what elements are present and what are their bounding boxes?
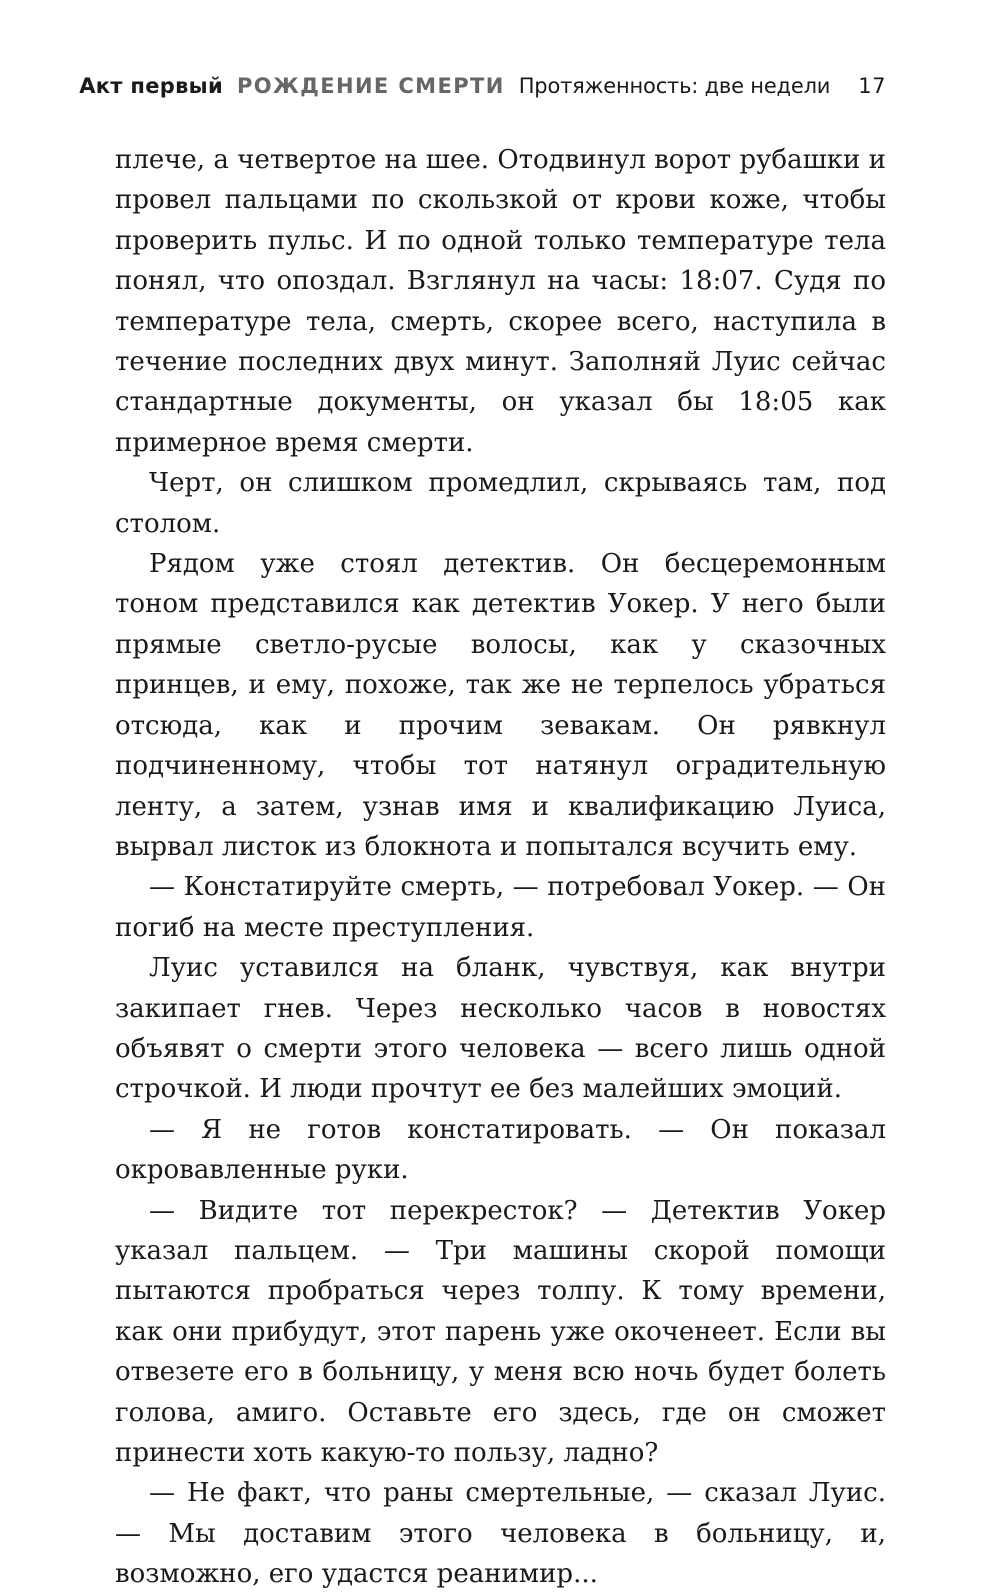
paragraph: Черт, он слишком промедлил, скрываясь там, под столом. xyxy=(115,468,886,539)
paragraph: плече, а четвертое на шее. Отодвинул ворот рубашки и провел пальцами по скользкой от крови коже, чтобы проверить пульс. И по одной только температуре тела понял, что опоздал. Взглянул на часы: 18:07. Судя по температуре тела, смерть, скорее всего, наступила в течение последних двух минут. Заполняй Луис сейчас стандартные документы, он указал бы 18:05 как примерное время смерти. xyxy=(115,145,886,458)
paragraph: Рядом уже стоял детектив. Он бесцеремонным тоном представился как детектив Уокер. У него были прямые светло-русые волосы, как у сказочных принцев, и ему, похоже, так же не терпелось убраться отсюда, как и прочим зевакам. Он рявкнул подчиненному, чтобы тот натянул оградительную ленту, а затем, узнав имя и квалификацию Луиса, вырвал листок из блокнота и попытался всучить ему. xyxy=(115,549,886,862)
chapter-title: РОЖДЕНИЕ СМЕРТИ xyxy=(236,74,505,98)
running-header xyxy=(79,74,886,108)
duration-label: Протяженность: две недели xyxy=(518,74,831,98)
dialogue-paragraph: — Я не готов констатировать. — Он показал окровавленные руки. xyxy=(115,1114,886,1186)
act-label: Акт первый xyxy=(79,74,223,98)
dialogue-paragraph: — Констатируйте смерть, — потребовал Уокер. — Он погиб на месте преступления. xyxy=(115,872,886,943)
dialogue-paragraph: — Не факт, что раны смертельные, — сказал Луис. — Мы доставим этого человека в больницу, и, возможно, его удастся реанимир... xyxy=(115,1478,886,1590)
dialogue-paragraph: — Видите тот перекресток? — Детектив Уокер указал пальцем. — Три машины скорой помощи пытаются пробраться через толпу. К тому времени, как они прибудут, этот парень уже окоченеет. Если вы отвезете его в больницу, у меня всю ночь будет болеть голова, амиго. Оставьте его здесь, где он сможет принести хоть какую-то пользу, ладно? xyxy=(115,1195,886,1468)
body-text xyxy=(115,140,886,1595)
page-number: 17 xyxy=(858,74,886,98)
paragraph: Луис уставился на бланк, чувствуя, как внутри закипает гнев. Через несколько часов в новостях объявят о смерти этого человека — всего лишь одной строчкой. И люди прочтут ее без малейших эмоций. xyxy=(115,953,886,1105)
